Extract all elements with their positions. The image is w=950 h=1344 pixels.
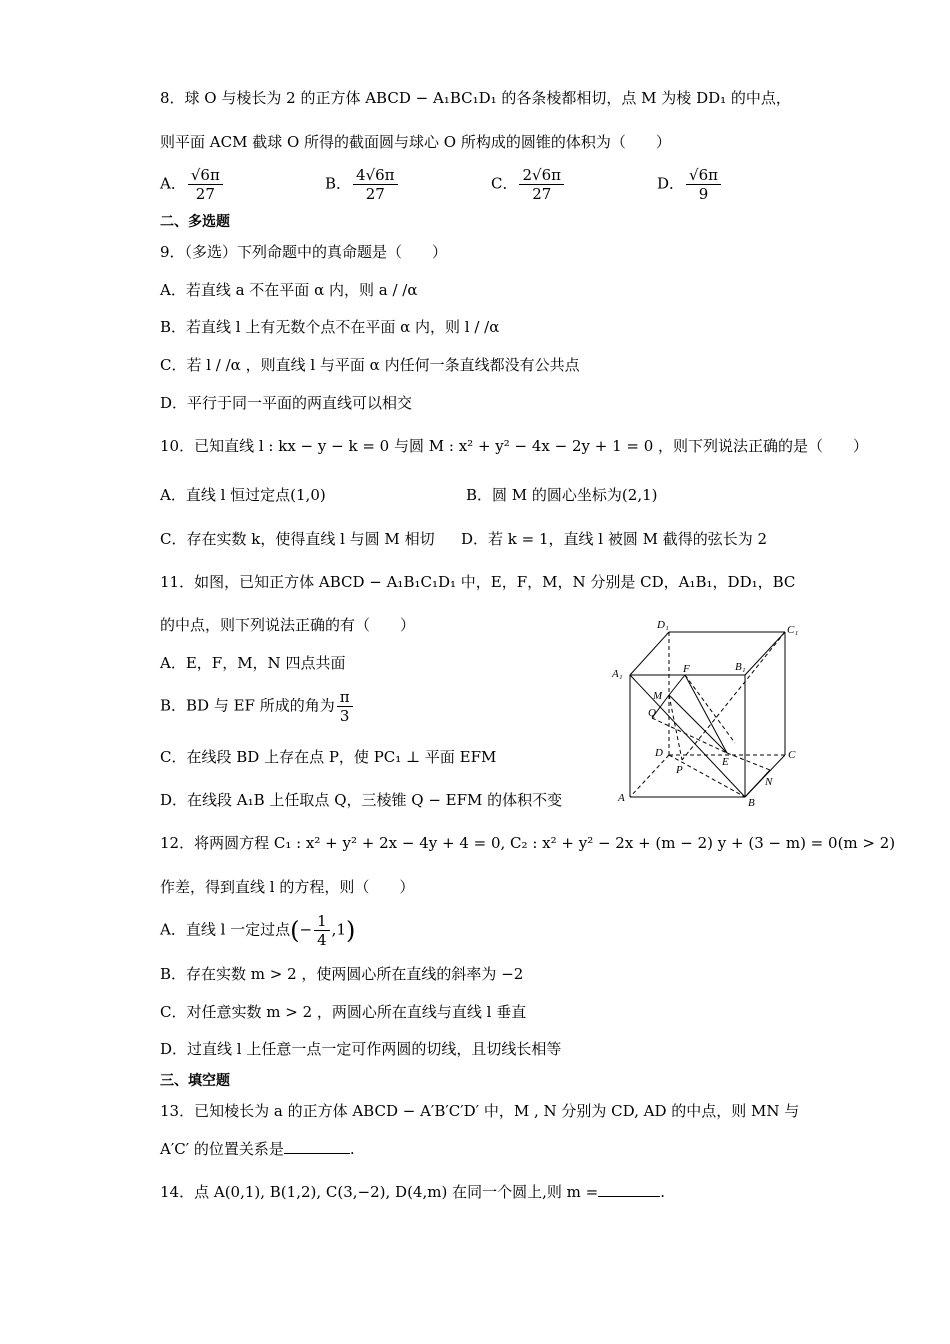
q11-line1: 11．如图，已知正方体 ABCD − A₁B₁C₁D₁ 中，E，F，M，N 分别是 CD，A₁B₁，DD₁，BC <box>160 573 796 591</box>
hidden-edge <box>682 632 785 760</box>
label-d1: D₁ <box>657 619 669 631</box>
q10-option-c: C．存在实数 k，使得直线 l 与圆 M 相切 <box>160 530 435 548</box>
q10-stem: 10．已知直线 l : kx − y − k = 0 与圆 M : x² + y² − 4x − 2y + 1 = 0 ，则下列说法正确的是（ ） <box>160 437 869 455</box>
label-b1: B₁ <box>735 661 746 673</box>
label-n: N <box>765 776 773 788</box>
q9-option-d: D．平行于同一平面的两直线可以相交 <box>160 394 413 412</box>
q8-option-d: D． $\frac{√6\pi}{9}$ <box>657 166 723 203</box>
q12-line1: 12．将两圆方程 C₁ : x² + y² + 2x − 4y + 4 = 0, C₂ : x² + y² − 2x + (m − 2) y + (3 − m) = 0(m > 2) <box>160 834 896 852</box>
q11-option-d: D．在线段 A₁B 上任取点 Q，三棱锥 Q − EFM 的体积不变 <box>160 791 563 809</box>
q9-option-b: B．若直线 l 上有无数个点不在平面 α 内，则 l / /α <box>160 318 500 336</box>
hidden-edge <box>652 718 727 753</box>
q9-stem: 9．（多选）下列命题中的真命题是（ ） <box>160 243 448 261</box>
label-e: E <box>722 756 729 768</box>
label-c: C <box>788 749 796 761</box>
section-heading-fill-in: 三、填空题 <box>160 1073 230 1089</box>
q12-line2: 作差，得到直线 l 的方程，则（ ） <box>160 878 415 896</box>
label-b: B <box>748 797 755 809</box>
q13-line2: A′C′ 的位置关系是 . <box>160 1140 355 1158</box>
edge <box>669 695 727 753</box>
label-p: P <box>676 764 683 776</box>
edge <box>669 675 685 695</box>
q11-option-c: C．在线段 BD 上存在点 P，使 PC₁ ⊥ 平面 EFM <box>160 748 497 766</box>
q8-line2: 则平面 ACM 截球 O 所得的截面圆与球心 O 所构成的圆锥的体积为（ ） <box>160 133 671 151</box>
hidden-edge <box>630 755 669 797</box>
edge <box>630 632 669 675</box>
q10-option-a: A．直线 l 恒过定点(1,0) <box>160 486 326 504</box>
q12-option-c: C．对任意实数 m > 2 ，两圆心所在直线与直线 l 垂直 <box>160 1003 527 1021</box>
hidden-edge <box>727 753 770 770</box>
cube-figure <box>610 615 810 810</box>
q8-option-c: C． $\frac{2√6\pi}{27}$ <box>491 166 566 203</box>
hidden-edge <box>669 755 745 797</box>
label-q: Q <box>648 707 656 719</box>
q13-answer-blank <box>284 1139 350 1154</box>
q14-line: 14．点 A(0,1), B(1,2), C(3,−2), D(4,m) 在同一个圆上,则 m = . <box>160 1183 665 1201</box>
edge <box>685 675 727 753</box>
q11-line2: 的中点，则下列说法正确的有（ ） <box>160 616 416 634</box>
q9-option-c: C．若 l / /α ，则直线 l 与平面 α 内任何一条直线都没有公共点 <box>160 356 580 374</box>
label-a: A <box>618 792 625 804</box>
q12-option-a: A．直线 l 一定过点(− $\frac{1}{4}$ ,1) <box>160 912 356 949</box>
label-f: F <box>683 663 690 675</box>
q8-line1: 8．球 O 与棱长为 2 的正方体 ABCD − A₁BC₁D₁ 的各条棱都相切，点 M 为棱 DD₁ 的中点， <box>160 89 791 107</box>
label-c1: C₁ <box>787 624 799 636</box>
hidden-edge <box>685 675 735 743</box>
q8-option-b: B． $\frac{4√6\pi}{27}$ <box>325 166 400 203</box>
label-d: D <box>655 747 663 759</box>
q10-option-d: D．若 k = 1，直线 l 被圆 M 截得的弦长为 2 <box>461 530 768 548</box>
edge <box>630 675 745 797</box>
q9-option-a: A．若直线 a 不在平面 α 内，则 a / /α <box>160 281 418 299</box>
section-heading-multi-choice: 二、多选题 <box>160 214 230 230</box>
q11-option-a: A．E，F，M，N 四点共面 <box>160 654 346 672</box>
q12-option-b: B．存在实数 m > 2 ，使两圆心所在直线的斜率为 −2 <box>160 965 524 983</box>
edge <box>745 632 785 675</box>
q13-line1: 13．已知棱长为 a 的正方体 ABCD − A′B′C′D′ 中，M , N 分别为 CD, AD 的中点，则 MN 与 <box>160 1102 800 1120</box>
q11-option-b: B．BD 与 EF 所成的角为 $\frac{\pi}{3}$ <box>160 688 355 725</box>
q12-option-d: D．过直线 l 上任意一点一定可作两圆的切线，且切线长相等 <box>160 1040 562 1058</box>
label-a1: A₁ <box>612 668 623 680</box>
q10-option-b: B．圆 M 的圆心坐标为(2,1) <box>466 486 658 504</box>
label-m: M <box>653 690 663 702</box>
q14-answer-blank <box>598 1182 660 1197</box>
q8-option-a: A． $\frac{√6\pi}{27}$ <box>160 166 225 203</box>
